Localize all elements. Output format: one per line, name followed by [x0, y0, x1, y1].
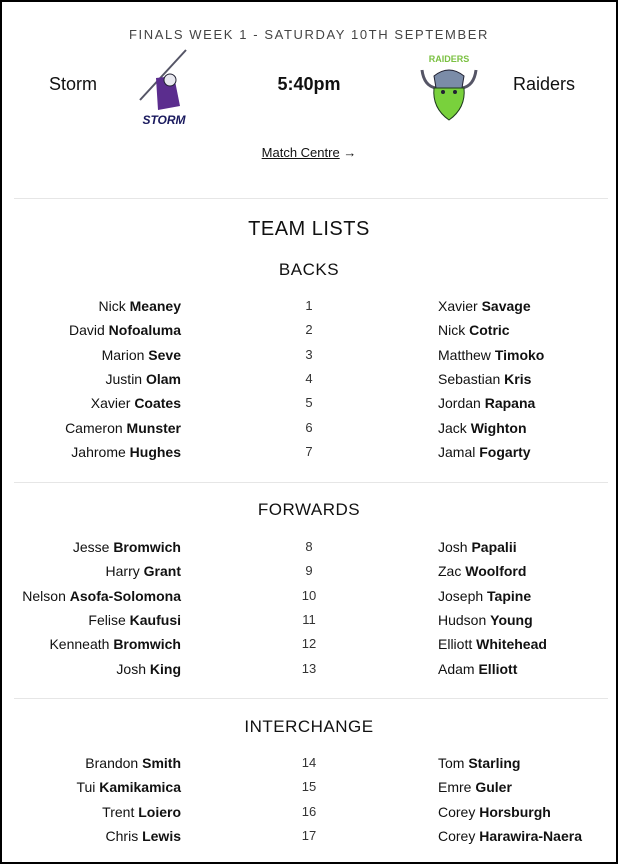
jersey-number: 14 [301, 755, 317, 770]
last-name: Smith [142, 755, 181, 771]
home-player[interactable] [49, 636, 181, 652]
svg-text:STORM: STORM [142, 113, 186, 127]
away-player[interactable] [438, 322, 510, 338]
last-name: Papalii [471, 539, 517, 555]
match-card [2, 2, 616, 862]
divider [14, 482, 608, 483]
jersey-number: 5 [305, 395, 313, 411]
last-name: Rapana [484, 395, 536, 412]
jersey-number: 12 [301, 636, 317, 652]
last-name: Woolford [465, 563, 527, 580]
last-name: Loiero [138, 803, 181, 820]
home-player[interactable] [85, 755, 181, 771]
away-player[interactable] [438, 563, 526, 579]
away-player[interactable] [438, 588, 531, 604]
first-name: Nick [98, 298, 126, 314]
first-name: Xavier [90, 395, 131, 412]
home-player[interactable] [91, 395, 181, 411]
first-name: Tui [76, 779, 96, 796]
player-row [2, 563, 616, 587]
last-name: Asofa-Solomona [69, 587, 181, 604]
last-name: Horsburgh [479, 803, 551, 820]
player-row [2, 371, 616, 395]
jersey-number: 17 [301, 827, 317, 843]
player-row [2, 804, 616, 828]
last-name: Cotric [469, 322, 510, 339]
first-name: Josh [116, 660, 146, 677]
first-name: Jamal [438, 443, 476, 460]
first-name: Jesse [72, 539, 110, 555]
player-row [2, 347, 616, 371]
section-title: INTERCHANGE [244, 717, 374, 736]
away-team-name[interactable]: Raiders [513, 74, 576, 94]
last-name: Bromwich [113, 539, 181, 555]
home-player[interactable] [106, 563, 181, 579]
first-name: Matthew [438, 346, 491, 363]
last-name: Coates [134, 395, 181, 412]
jersey-number: 1 [305, 298, 313, 313]
away-player[interactable] [438, 755, 520, 771]
away-player[interactable] [438, 539, 517, 555]
home-player[interactable] [76, 779, 181, 795]
away-player[interactable] [438, 779, 512, 795]
first-name: Joseph [438, 587, 484, 604]
jersey-number: 16 [301, 803, 317, 819]
last-name: Harawira-Naera [479, 827, 582, 844]
player-row [2, 298, 616, 322]
last-name: Olam [145, 370, 181, 387]
first-name: Harry [105, 563, 140, 580]
first-name: Nick [438, 322, 466, 339]
player-row [2, 588, 616, 612]
last-name: Young [490, 611, 533, 628]
first-name: Justin [105, 370, 143, 387]
last-name: Guler [475, 779, 512, 796]
svg-text:RAIDERS: RAIDERS [428, 54, 470, 64]
jersey-number: 7 [305, 443, 313, 459]
last-name: Nofoaluma [108, 322, 181, 339]
home-player[interactable] [106, 828, 181, 844]
first-name: Kenneath [49, 636, 110, 653]
jersey-number: 2 [305, 322, 313, 338]
first-name: David [68, 322, 105, 339]
home-player[interactable] [73, 539, 181, 555]
jersey-number: 9 [305, 563, 313, 579]
last-name: Fogarty [479, 443, 531, 460]
first-name: Xavier [438, 298, 478, 314]
first-name: Tom [438, 755, 465, 771]
first-name: Zac [438, 563, 462, 580]
last-name: Elliott [478, 660, 518, 677]
match-centre-link[interactable] [2, 145, 616, 160]
arrow-right-icon: → [343, 145, 357, 160]
player-row [2, 420, 616, 444]
first-name: Trent [102, 803, 135, 820]
last-name: Savage [481, 298, 531, 314]
away-player[interactable] [438, 804, 551, 820]
last-name: Tapine [487, 587, 532, 604]
last-name: Bromwich [113, 636, 181, 653]
last-name: Kris [504, 370, 532, 387]
player-row [2, 539, 616, 563]
first-name: Jack [438, 419, 467, 436]
player-row [2, 661, 616, 685]
last-name: Whitehead [476, 636, 547, 653]
away-player[interactable] [438, 395, 535, 411]
first-name: Corey [438, 827, 476, 844]
home-player[interactable] [99, 298, 181, 314]
first-name: Jahrome [71, 443, 126, 460]
round-date: FINALS WEEK 1 - SATURDAY 10TH SEPTEMBER [128, 27, 490, 42]
raiders-logo-icon[interactable] [418, 52, 480, 122]
last-name: Meaney [129, 298, 181, 314]
last-name: Lewis [142, 827, 181, 844]
jersey-number: 10 [301, 587, 317, 603]
section-title: FORWARDS [257, 500, 361, 519]
divider [14, 698, 608, 699]
home-player[interactable] [102, 347, 181, 363]
player-row [2, 636, 616, 660]
home-player[interactable] [116, 661, 181, 677]
player-row [2, 612, 616, 636]
team-lists-title: TEAM LISTS [248, 218, 370, 240]
first-name: Sebastian [438, 370, 501, 387]
home-player[interactable] [71, 444, 181, 460]
first-name: Emre [438, 779, 472, 796]
last-name: Hughes [129, 443, 181, 460]
last-name: Kamikamica [99, 779, 181, 796]
first-name: Elliott [438, 636, 473, 653]
jersey-number: 3 [305, 346, 313, 362]
away-player[interactable] [438, 444, 531, 460]
away-player[interactable] [438, 828, 582, 844]
player-row [2, 779, 616, 803]
divider [14, 198, 608, 199]
match-centre-label[interactable]: Match Centre [261, 145, 340, 160]
home-player[interactable] [22, 588, 181, 604]
first-name: Nelson [22, 587, 66, 604]
home-team-name[interactable]: Storm [49, 74, 98, 94]
home-player[interactable] [102, 804, 181, 820]
first-name: Felise [88, 611, 126, 628]
first-name: Corey [438, 803, 476, 820]
home-player[interactable] [88, 612, 181, 628]
last-name: Wighton [470, 419, 527, 436]
jersey-number: 13 [301, 660, 317, 676]
first-name: Brandon [85, 755, 139, 771]
first-name: Cameron [65, 419, 123, 436]
last-name: Seve [148, 346, 181, 363]
away-player[interactable] [438, 371, 531, 387]
last-name: Timoko [494, 346, 545, 363]
home-player[interactable] [65, 420, 181, 436]
last-name: King [149, 660, 181, 677]
last-name: Kaufusi [129, 611, 181, 628]
away-player[interactable] [438, 636, 547, 652]
last-name: Munster [126, 419, 181, 436]
first-name: Josh [438, 539, 468, 555]
away-player[interactable] [438, 612, 533, 628]
kickoff-time: 5:40pm [277, 74, 341, 94]
jersey-number: 4 [305, 370, 313, 386]
jersey-number: 15 [301, 779, 317, 795]
section-title: BACKS [278, 260, 340, 279]
player-row [2, 755, 616, 779]
jersey-number: 11 [302, 611, 316, 627]
away-player[interactable] [438, 347, 544, 363]
player-row [2, 444, 616, 468]
player-row [2, 395, 616, 419]
first-name: Hudson [438, 611, 487, 628]
first-name: Jordan [438, 395, 481, 412]
home-player[interactable] [106, 371, 181, 387]
player-row [2, 322, 616, 346]
home-player[interactable] [69, 322, 181, 338]
last-name: Starling [468, 755, 521, 771]
jersey-number: 8 [305, 539, 313, 554]
first-name: Chris [105, 827, 139, 844]
player-row [2, 828, 616, 852]
first-name: Marion [101, 346, 145, 363]
last-name: Grant [143, 563, 181, 580]
away-player[interactable] [438, 420, 527, 436]
first-name: Adam [438, 660, 475, 677]
away-player[interactable] [438, 661, 517, 677]
away-player[interactable] [438, 298, 531, 314]
jersey-number: 6 [305, 419, 313, 435]
